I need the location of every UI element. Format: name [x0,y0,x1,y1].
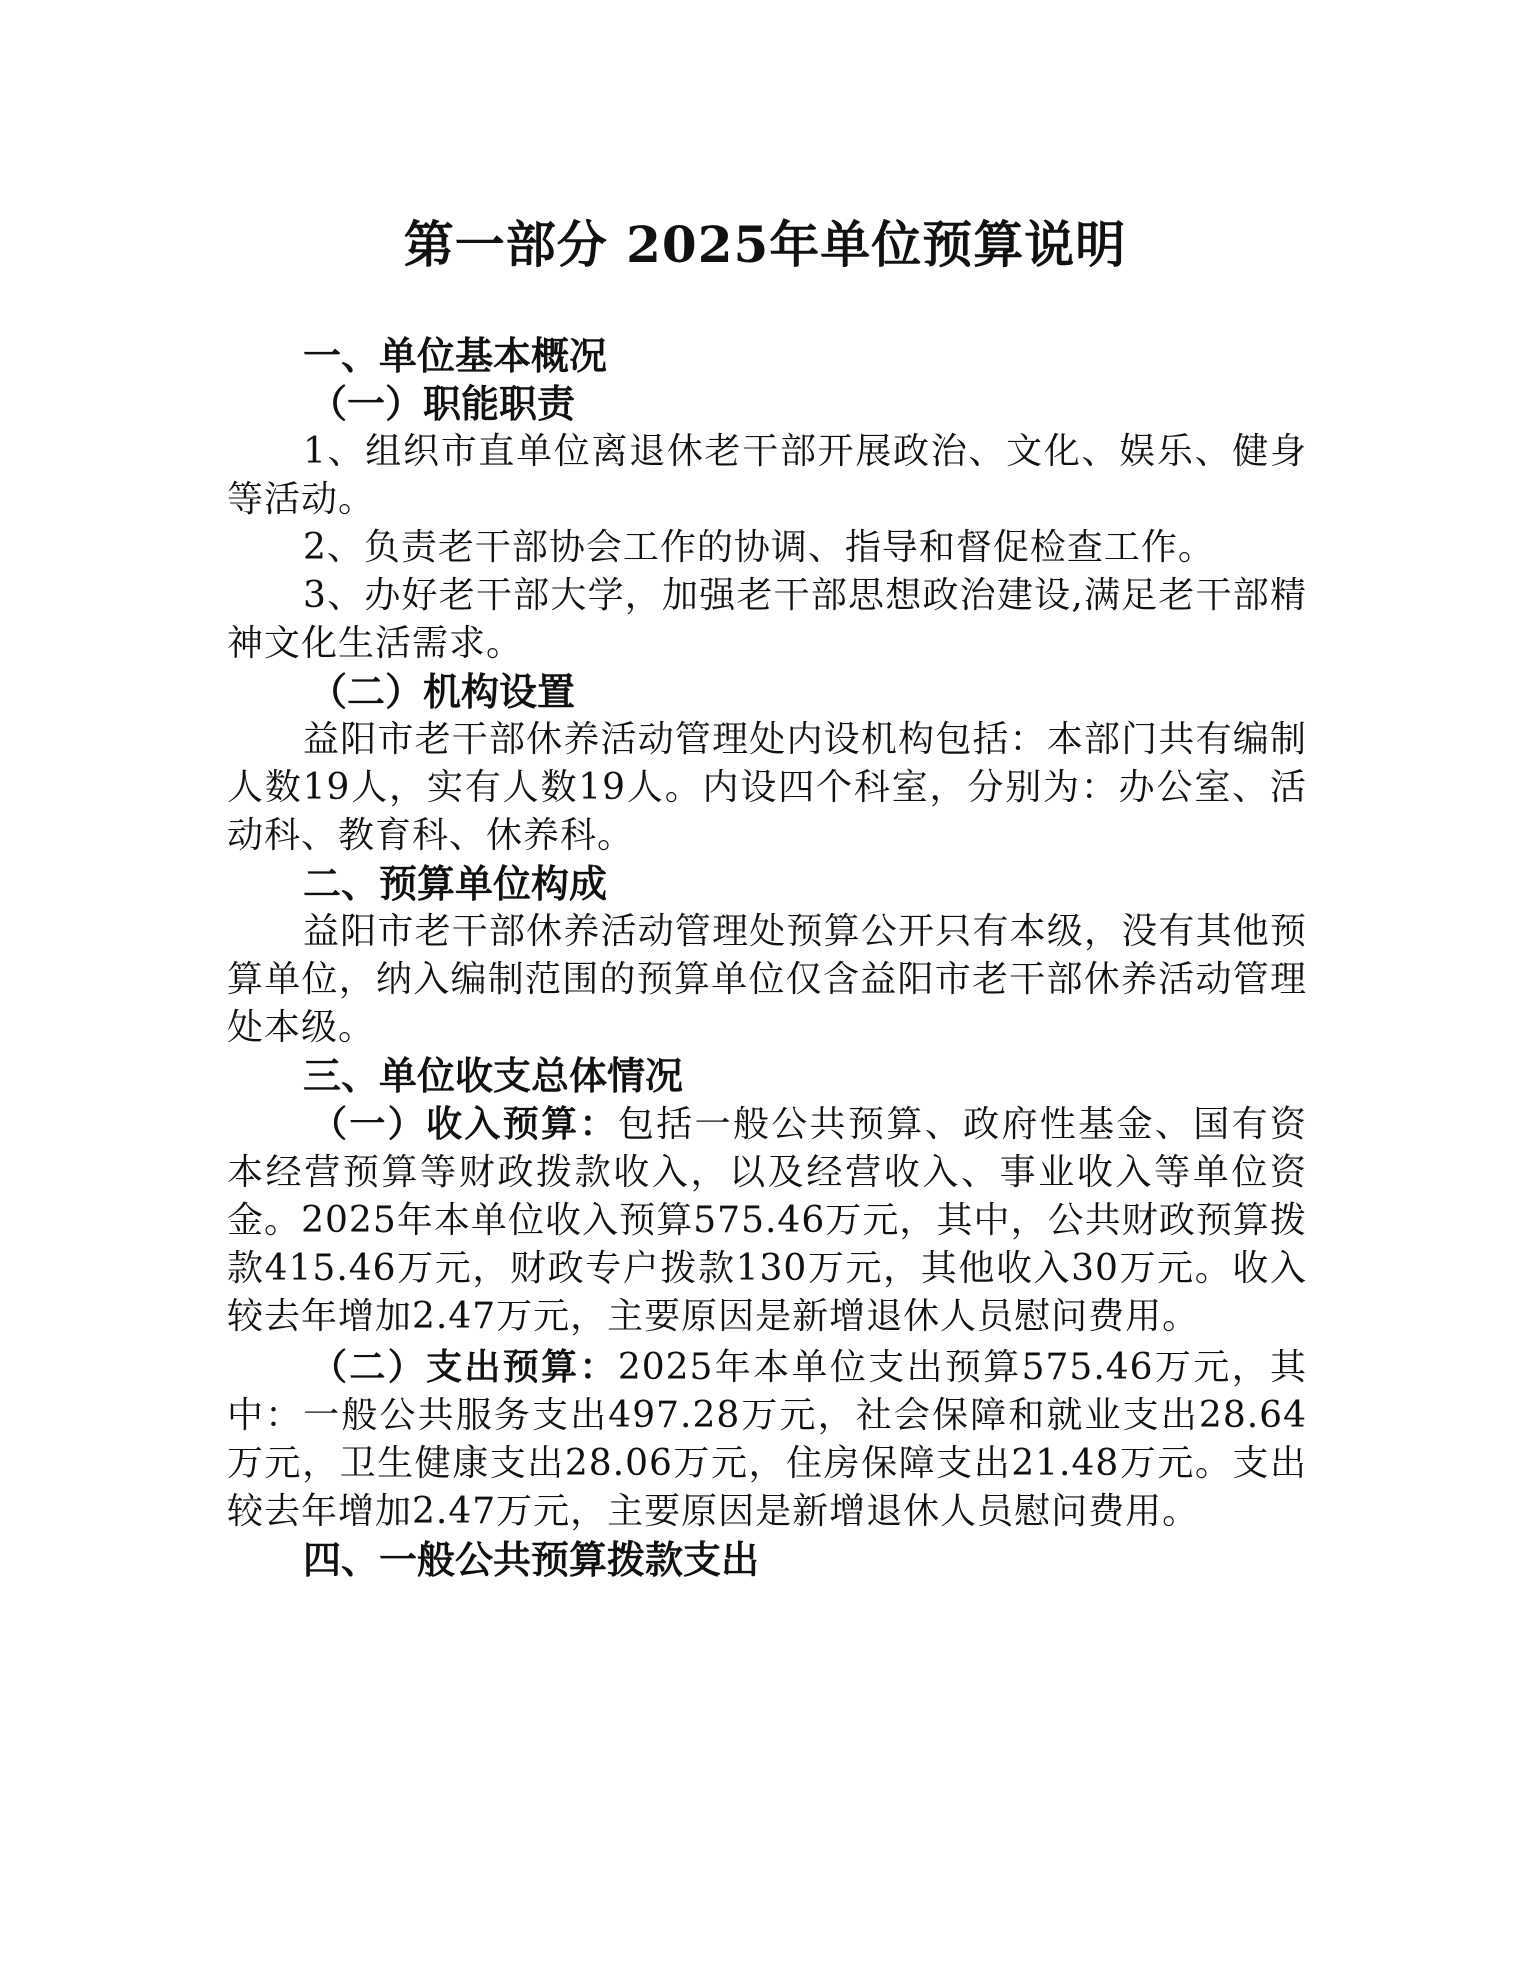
function-item: 3、办好老干部大学，加强老干部思想政治建设,满足老干部精神文化生活需求。 [227,575,1307,664]
subsection-heading-functions: （一）职能职责 [309,381,576,426]
budget-units-paragraph: 益阳市老干部休养活动管理处预算公开只有本级，没有其他预算单位，纳入编制范围的预算单位仅含益阳市老干部休养活动管理处本级。 [227,911,1307,1048]
organization-paragraph: 益阳市老干部休养活动管理处内设机构包括：本部门共有编制人数19人，实有人数19人。内设四个科室，分别为：办公室、活动科、教育科、休养科。 [227,719,1307,856]
section-heading-overall-revenue-expenditure: 三、单位收支总体情况 [303,1053,684,1098]
section-heading-budget-units: 二、预算单位构成 [303,861,608,906]
expense-budget-text: 2025年本单位支出预算575.46万元，其中：一般公共服务支出497.28万元，社会保障和就业支出28.64万元，卫生健康支出28.06万元，住房保障支出21.48万元。支出较去年增加2.47万元，主要原因是新增退休人员慰问费用。 [227,1347,1307,1532]
expense-budget-lead: （二）支出预算： [311,1346,618,1388]
function-item: 1、组织市直单位离退休老干部开展政治、文化、娱乐、健身等活动。 [227,431,1307,520]
document-body [227,332,1307,1584]
expense-budget-paragraph [227,1343,1307,1536]
page-title: 第一部分 2025年单位预算说明 [403,215,1127,274]
income-budget-lead: （一）收入预算： [311,1103,618,1145]
section-heading-general-public-budget: 四、一般公共预算拨款支出 [303,1537,760,1582]
subsection-heading-organization: （二）机构设置 [309,669,576,714]
income-budget-text: 包括一般公共预算、政府性基金、国有资本经营预算等财政拨款收入，以及经营收入、事业收入等单位资金。2025年本单位收入预算575.46万元，其中，公共财政预算拨款415.46万元，财政专户拨款130万元，其他收入30万元。收入较去年增加2.47万元，主要原因是新增退休人员慰问费用。 [227,1104,1307,1337]
function-item: 2、负责老干部协会工作的协调、指导和督促检查工作。 [303,527,1215,568]
section-heading-basic-overview: 一、单位基本概况 [303,333,608,378]
income-budget-paragraph [227,1100,1307,1341]
